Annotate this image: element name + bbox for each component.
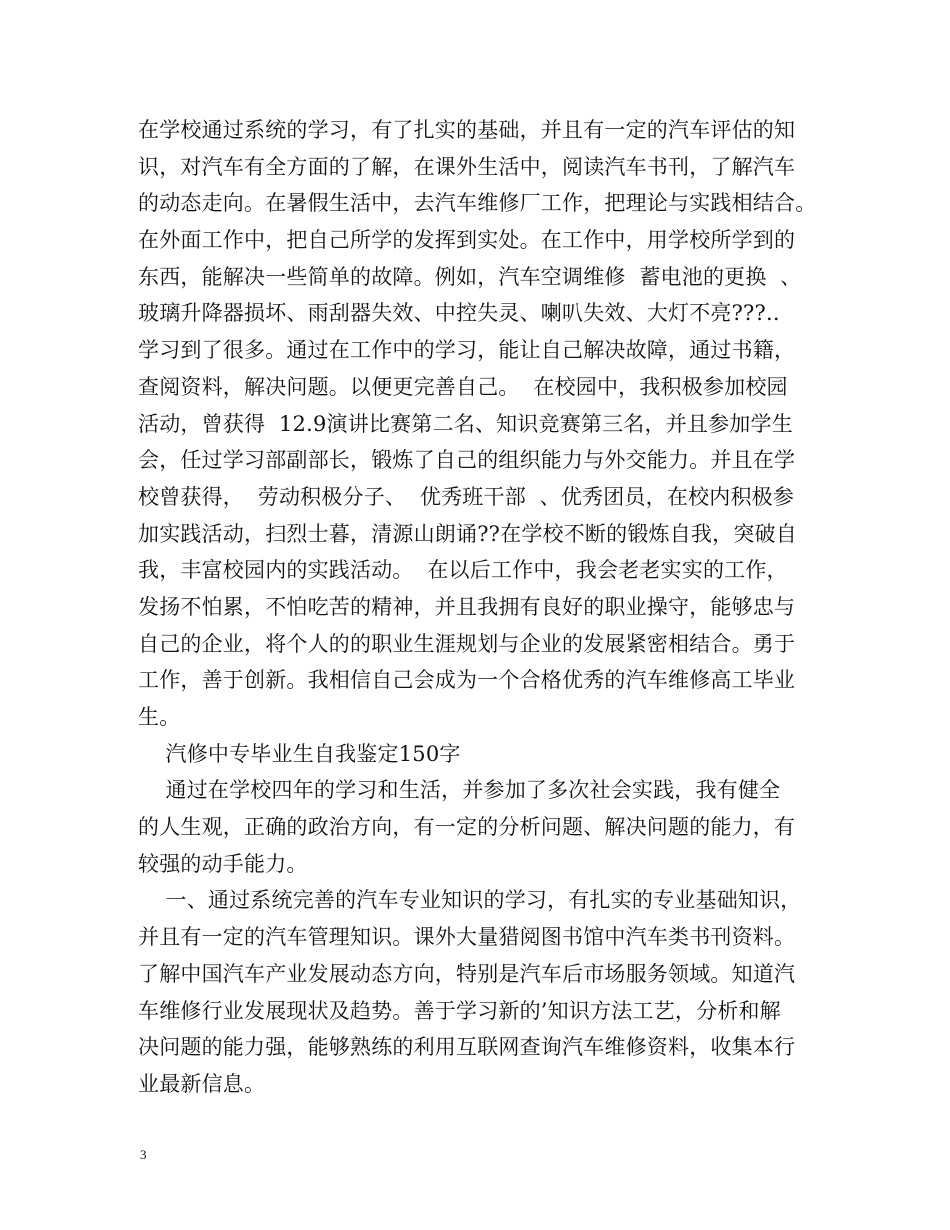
text-line: 了解中国汽车产业发展动态方向，特别是汽车后市场服务领域。知道汽	[138, 961, 796, 986]
text-line: 识，对汽车有全方面的了解，在课外生活中，阅读汽车书刊，了解汽车	[138, 154, 796, 179]
section-heading: 汽修中专毕业生自我鉴定150字	[138, 741, 461, 766]
text-line: 查阅资料，解决问题。以便更完善自己。 在校园中，我积极参加校园	[138, 374, 788, 399]
text-line: 决问题的能力强，能够熟练的利用互联网查询汽车维修资料，收集本行	[138, 1035, 796, 1060]
text-line: 发扬不怕累，不怕吃苦的精神，并且我拥有良好的职业操守，能够忠与	[138, 594, 796, 619]
text-line: 的动态走向。在暑假生活中，去汽车维修厂工作，把理论与实践相结合。	[138, 191, 817, 216]
text-line: 车维修行业发展现状及趋势。善于学习新的’知识方法工艺，分析和解	[138, 998, 781, 1023]
text-line: 玻璃升降器损坏、雨刮器失效、中控失灵、喇叭失效、大灯不亮???..	[138, 301, 780, 326]
text-line: 一、通过系统完善的汽车专业知识的学习，有扎实的专业基础知识，	[138, 888, 802, 913]
text-line: 工作，善于创新。我相信自己会成为一个合格优秀的汽车维修高工毕业	[138, 668, 796, 693]
text-line: 活动，曾获得 12.9演讲比赛第二名、知识竞赛第三名，并且参加学生	[138, 411, 793, 436]
text-line: 会，任过学习部副部长，锻炼了自己的组织能力与外交能力。并且在学	[138, 448, 796, 473]
text-line: 并且有一定的汽车管理知识。课外大量猎阅图书馆中汽车类书刊资料。	[138, 925, 796, 950]
text-line: 东西，能解决一些简单的故障。例如，汽车空调维修 蓄电池的更换 、	[138, 264, 802, 289]
text-line: 业最新信息。	[138, 1071, 266, 1096]
text-line: 通过在学校四年的学习和生活，并参加了多次社会实践，我有健全	[138, 778, 781, 803]
text-line: 生。	[138, 705, 181, 729]
text-line: 在外面工作中，把自己所学的发挥到实处。在工作中，用学校所学到的	[138, 228, 796, 253]
text-line: 学习到了很多。通过在工作中的学习，能让自己解决故障，通过书籍，	[138, 338, 796, 363]
text-line: 校曾获得， 劳动积极分子、 优秀班干部 、优秀团员，在校内积极参	[138, 484, 795, 509]
text-line: 我，丰富校园内的实践活动。 在以后工作中，我会老老实实的工作，	[138, 558, 788, 583]
text-line: 在学校通过系统的学习，有了扎实的基础，并且有一定的汽车评估的知	[138, 118, 796, 142]
page-number: 3	[140, 1147, 147, 1162]
text-line: 较强的动手能力。	[138, 851, 308, 876]
text-line: 加实践活动，扫烈士暮，清源山朗诵??在学校不断的锻炼自我，突破自	[138, 521, 797, 546]
text-line: 自己的企业，将个人的的职业生涯规划与企业的发展紧密相结合。勇于	[138, 631, 796, 656]
text-line: 的人生观，正确的政治方向，有一定的分析问题、解决问题的能力，有	[138, 815, 796, 840]
body-text	[138, 112, 828, 1103]
